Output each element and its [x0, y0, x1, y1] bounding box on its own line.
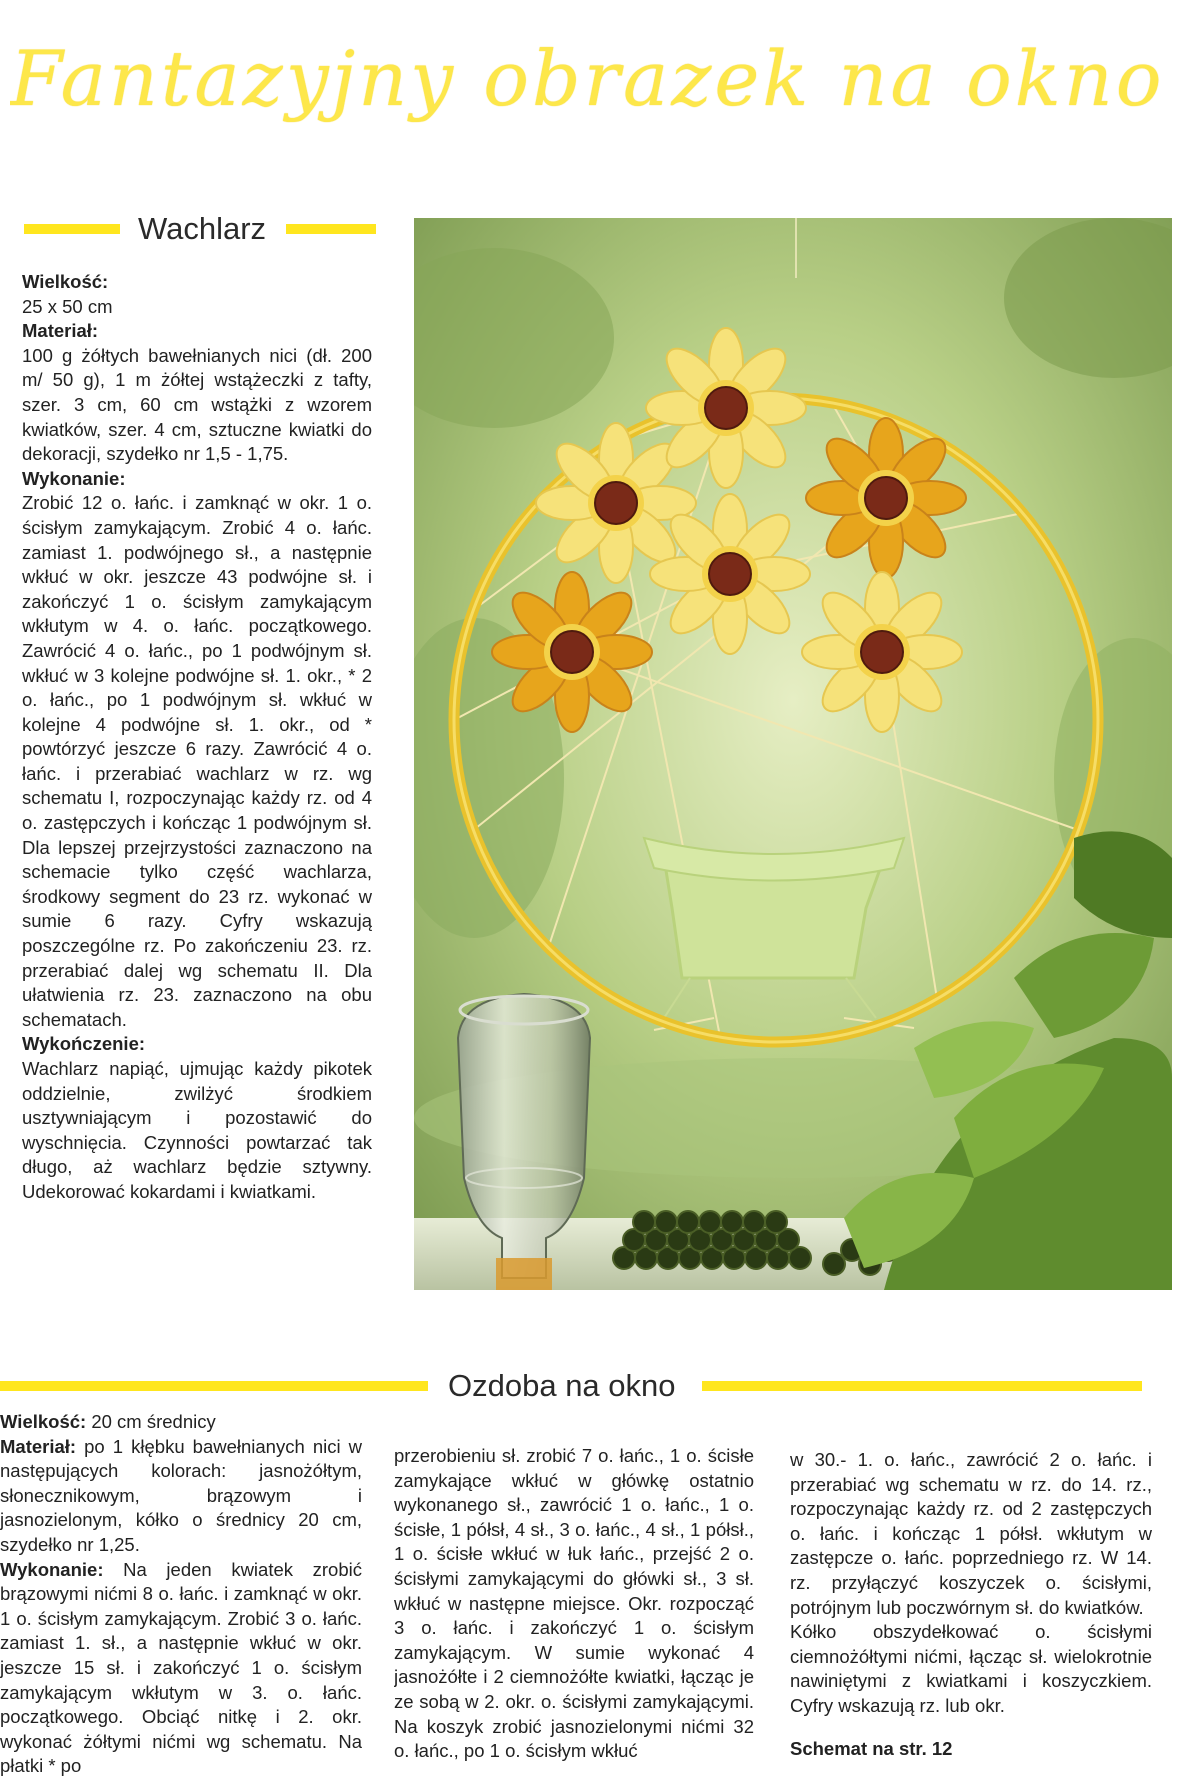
crochet-flower: [806, 418, 966, 578]
material-text: po 1 kłębku bawełnianych nici w następujących kolorach: jasnożółtym, słonecznikowym, brązowym i jasnozielonym, kółko o średnicy 20 cm, szydełko nr 1,25.: [0, 1435, 362, 1555]
grape: [823, 1253, 845, 1275]
ozdoba-heading: Ozdoba na okno: [448, 1368, 676, 1403]
material-label: Materiał:: [22, 320, 99, 342]
execution-label: Wykonanie:: [0, 1558, 104, 1580]
schemat-note: Schemat na str. 12: [790, 1737, 953, 1759]
column-3-text: w 30.- 1. o. łańc., zawrócić 2 o. łańc. i przerabiać wg schematu w rz. do 14. rz., rozpoczynając każdy rz. od 2 zastępczych o. łańc. i kończąc 1 półsł. wkłutym w zastępcze o. łańc. poprzedniego rz. W 14. rz. przyłączyć koszyczek o. ścisłymi, potrójnym lub poczwórnym sł. do kwiatków.: [790, 1449, 1152, 1618]
ozdoba-column-1: [0, 1410, 362, 1792]
grape: [765, 1211, 787, 1233]
heading-bar-left: [0, 1381, 428, 1391]
crochet-flower: [646, 328, 806, 488]
section-heading-wachlarz: [24, 209, 384, 249]
column-2-text: przerobieniu sł. zrobić 7 o. łańc., 1 o. ścisłe zamykające wkłuć w główkę ostatnio wykonanego sł., zawrócić 1 o. łańc., 1 o. ścisłe, 1 półsł, 4 sł., 3 o. łańc., 4 sł., 1 półsł., 1 o. ścisłe wkłuć w łuk łańc., przejść 2 o. ścisłymi zamykającymi do główki sł., 3 sł. wkłuć w następne miejsce. Okr. rozpocząć 3 o. łańc. i zakończyć 1 o. ścisłym zamykającym. W sumie wykonać 4 jasnożółte i 2 ciemnożółte kwiatki, łącząc je ze sobą w 2. okr. o. ścisłymi zamykającymi. Na koszyk zrobić jasnozielonymi nićmi 32 o. łańc., po 1 o. ścisłym wkłuć: [394, 1445, 754, 1762]
ozdoba-column-2: [394, 1444, 754, 1792]
grape: [677, 1211, 699, 1233]
heading-bar-left: [24, 224, 120, 234]
grape: [721, 1211, 743, 1233]
execution-text: Zrobić 12 o. łańc. i zamknąć w okr. 1 o. ścisłym zamykającym. Zrobić 4 o. łańc. zamiast 1. podwójnego sł., a następnie wkłuć w okr. jeszcze 43 podwójne sł. i zakończyć 1 o. ścisłym zamykającym wkłutym w 4. o. łańc. początkowego. Zawrócić 4 o. łańc., po 1 podwójnym sł. wkłuć w 3 kolejne podwójne sł. 1. okr., * 2 o. łańc., po 1 podwójnym sł. wkłuć w kolejne 4 podwójne sł. 1. okr., od * powtórzyć jeszcze 6 razy. Zawrócić 4 o. łańc. i przerabiać wachlarz w rz. wg schematu I, rozpoczynając każdy rz. od 4 o. zastępczych i kończąc 1 podwójnym sł. Dla lepszej przejrzystości zaznaczono na schemacie tylko część wachlarza, środkowy segment do 23 rz. wykonać w sumie 6 razy. Cyfry wskazują poszczególne rz. Po zakończeniu 23. rz. przerabiać dalej wg schematu II. Dla ułatwienia rz. 23. zaznaczono na obu schematach.: [22, 492, 372, 1030]
section-heading-ozdoba: [0, 1366, 1176, 1406]
crochet-flower: [650, 494, 810, 654]
ozdoba-column-3: [790, 1448, 1152, 1792]
photo-illustration: [414, 218, 1172, 1290]
wachlarz-instructions: [22, 270, 372, 1280]
grape: [699, 1211, 721, 1233]
execution-label: Wykonanie:: [22, 467, 126, 489]
heading-bar-right: [702, 1381, 1142, 1391]
size-value: 20 cm średnicy: [91, 1411, 216, 1432]
flower-center: [709, 553, 751, 595]
page-title: Fantazyjny obrazek na okno: [10, 34, 1165, 123]
size-value: 25 x 50 cm: [22, 295, 113, 317]
grape: [655, 1211, 677, 1233]
grape: [633, 1211, 655, 1233]
column-3-text-2: Kółko obszydełkować o. ścisłymi ciemnożółtymi nićmi, łącząc sł. wielokrotnie nawiniętymi z kwiatkami i koszyczkiem. Cyfry wskazują rz. lub okr.: [790, 1621, 1152, 1716]
material-text: 100 g żółtych bawełnianych nici (dł. 200 m/ 50 g), 1 m żółtej wstążeczki z tafty, szer. 3 cm, 60 cm wstążki z wzorem kwiatków, szer. 4 cm, sztuczne kwiatki do dekoracji, szydełko nr 1,5 - 1,75.: [22, 344, 372, 465]
grape: [743, 1211, 765, 1233]
flower-center: [551, 631, 593, 673]
crochet-flower: [802, 572, 962, 732]
wachlarz-heading: Wachlarz: [138, 211, 267, 246]
heading-bar-right: [286, 224, 376, 234]
finishing-label: Wykończenie:: [22, 1033, 146, 1055]
material-label: Materiał:: [0, 1435, 77, 1457]
execution-text: Na jeden kwiatek zrobić brązowymi nićmi 8 o. łańc. i zamknąć w okr. 1 o. ścisłym zamykającym. Zrobić 3 o. łańc. zamiast 1. sł., a następnie wkłuć w okr. jeszcze 15 sł. i zakończyć 1 o. ścisłym zamykającym wkłutym w 3. o. łańc. początkowego. Obciąć nitkę i 2. okr. wykonać żółtymi nićmi wg schematu. Na płatki * po: [0, 1558, 362, 1777]
crochet-flower: [492, 572, 652, 732]
flower-center: [861, 631, 903, 673]
flower-center: [595, 482, 637, 524]
size-label: Wielkość:: [22, 271, 109, 292]
flower-center: [865, 477, 907, 519]
crochet-window-ornament-photo: [414, 218, 1172, 1290]
size-label: Wielkość:: [0, 1411, 87, 1432]
flower-center: [705, 387, 747, 429]
finishing-text: Wachlarz napiąć, ujmując każdy pikotek oddzielnie, zwilżyć środkiem usztywniającym i pozostawić do wyschnięcia. Czynności powtarzać tak długo, aż wachlarz będzie sztywny. Udekorować kokardami i kwiatkami.: [22, 1058, 372, 1202]
